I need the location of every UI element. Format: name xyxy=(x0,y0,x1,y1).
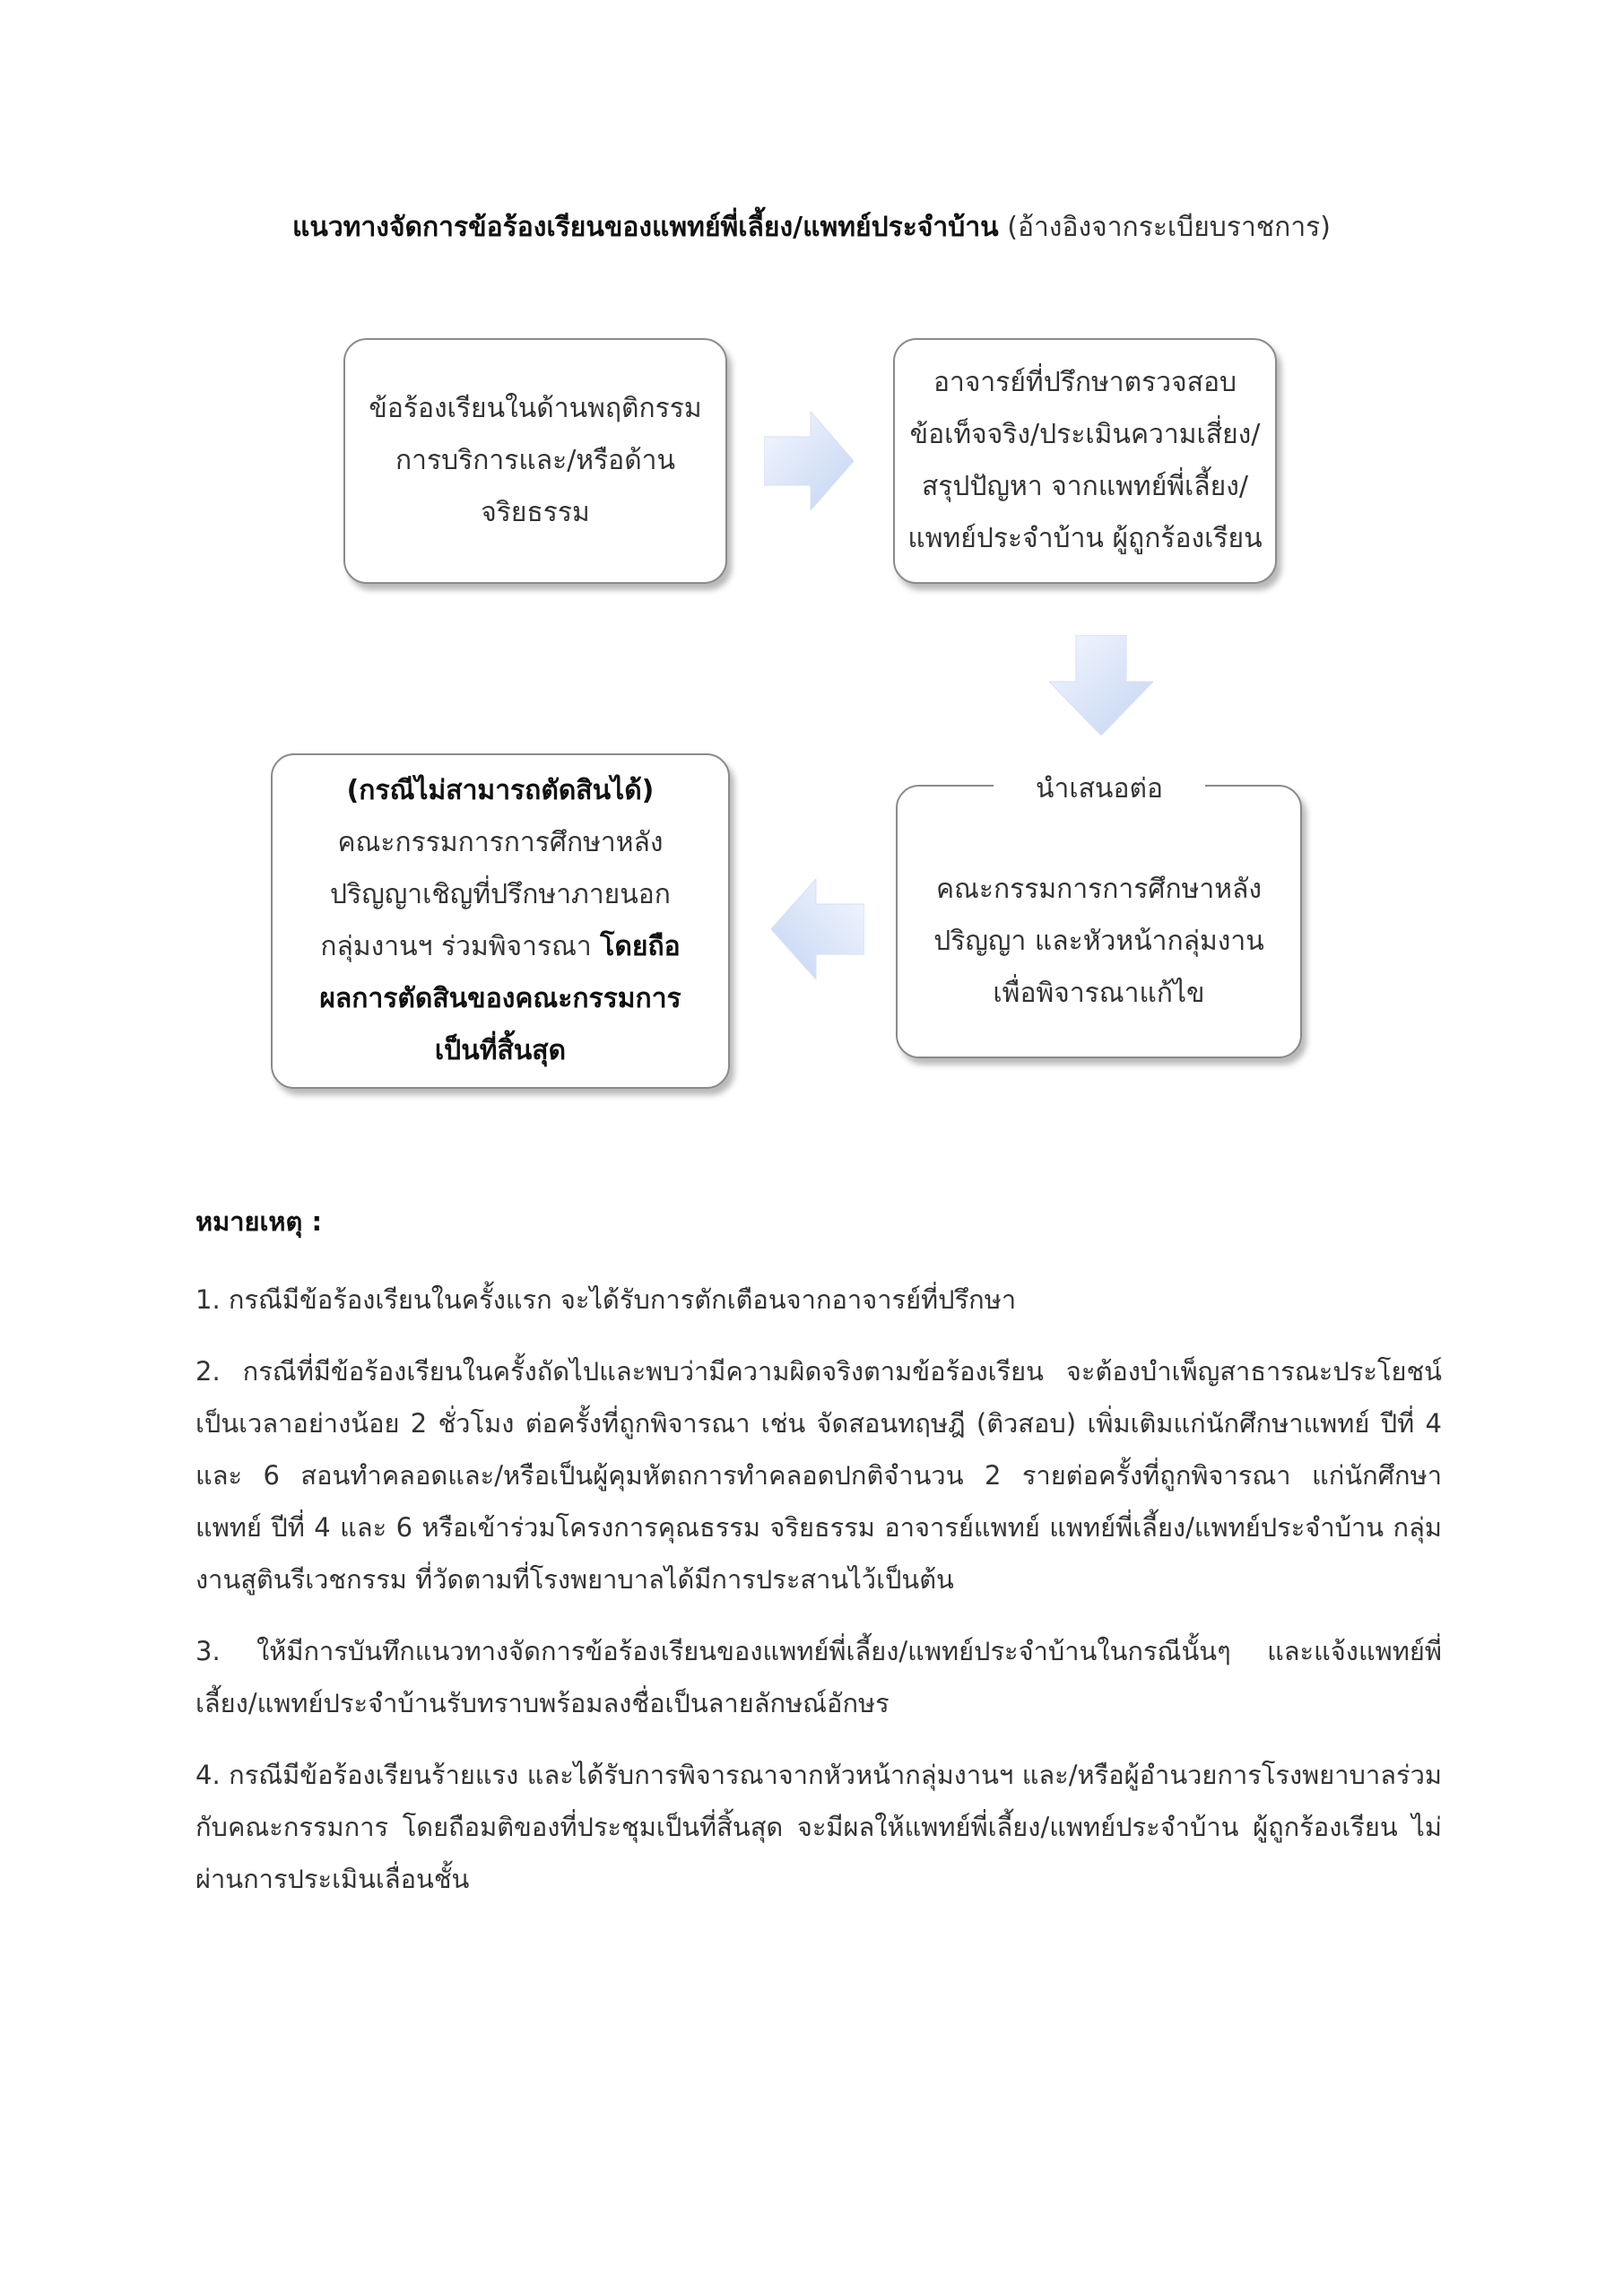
box4-line-bold: เป็นที่สิ้นสุด xyxy=(434,1035,567,1066)
document-title xyxy=(0,208,1623,248)
box3-line: เพื่อพิจารณาแก้ไข xyxy=(993,977,1205,1009)
box4-line xyxy=(320,921,680,973)
box3-label: นำเสนอต่อ xyxy=(994,767,1205,812)
flow-box-complaint xyxy=(343,338,727,584)
arrow-left-icon xyxy=(771,879,864,979)
flow-box-committee xyxy=(896,785,1302,1058)
box4-heading: (กรณีไม่สามารถตัดสินได้) xyxy=(346,775,655,806)
box1-line: ข้อร้องเรียนในด้านพฤติกรรม xyxy=(369,393,702,424)
flow-box-external-decision xyxy=(271,753,730,1089)
note-item: 3. ให้มีการบันทึกแนวทางจัดการข้อร้องเรียนของแพทย์พี่เลี้ยง/แพทย์ประจำบ้านในกรณีนั้นๆ และแจ้งแพทย์พี่เลี้ยง/แพทย์ประจำบ้านรับทราบพร้อมลงชื่อเป็นลายลักษณ์อักษร xyxy=(195,1636,1442,1718)
box1-line: การบริการและ/หรือด้าน xyxy=(395,445,676,476)
box3-line: คณะกรรมการการศึกษาหลัง xyxy=(935,873,1263,905)
box4-line: ปริญญาเชิญที่ปรึกษาภายนอก xyxy=(330,879,671,910)
flow-box-advisor-review xyxy=(893,338,1277,584)
box2-line: ข้อเท็จจริง/ประเมินความเสี่ยง/ xyxy=(909,419,1261,450)
box2-line: แพทย์ประจำบ้าน ผู้ถูกร้องเรียน xyxy=(907,523,1263,554)
note-item: 4. กรณีมีข้อร้องเรียนร้ายแรง และได้รับการพิจารณาจากหัวหน้ากลุ่มงานฯ และ/หรือผู้อำนวยการโรงพยาบาลร่วมกับคณะกรรมการ โดยถือมติของที่ประชุมเป็นที่สิ้นสุด จะมีผลให้แพทย์พี่เลี้ยง/แพทย์ประจำบ้าน ผู้ถูกร้องเรียน ไม่ผ่านการประเมินเลื่อนชั้น xyxy=(195,1760,1442,1894)
title-reference: (อ้างอิงจากระเบียบราชการ) xyxy=(1007,212,1331,243)
arrow-down-icon xyxy=(1049,635,1153,735)
note-item: 1. กรณีมีข้อร้องเรียนในครั้งแรก จะได้รับการตักเตือนจากอาจารย์ที่ปรึกษา xyxy=(195,1284,1017,1315)
box3-line: ปริญญา และหัวหน้ากลุ่มงาน xyxy=(933,925,1264,957)
arrow-right-icon xyxy=(764,412,854,510)
box1-line: จริยธรรม xyxy=(481,497,590,528)
title-main: แนวทางจัดการข้อร้องเรียนของแพทย์พี่เลี้ยง/แพทย์ประจำบ้าน xyxy=(291,212,999,243)
box2-line: อาจารย์ที่ปรึกษาตรวจสอบ xyxy=(933,367,1237,398)
note-item: 2. กรณีที่มีข้อร้องเรียนในครั้งถัดไปและพบว่ามีความผิดจริงตามข้อร้องเรียน จะต้องบำเพ็ญสาธารณะประโยชน์เป็นเวลาอย่างน้อย 2 ชั่วโมง ต่อครั้งที่ถูกพิจารณา เช่น จัดสอนทฤษฎี (ติวสอบ) เพิ่มเติมแก่นักศึกษาแพทย์ ปีที่ 4 และ 6 สอนทำคลอดและ/หรือเป็นผู้คุมหัตถการทำคลอดปกติจำนวน 2 รายต่อครั้งที่ถูกพิจารณา แก่นักศึกษาแพทย์ ปีที่ 4 และ 6 หรือเข้าร่วมโครงการคุณธรรม จริยธรรม อาจารย์แพทย์ แพทย์พี่เลี้ยง/แพทย์ประจำบ้าน กลุ่มงานสูตินรีเวชกรรม ที่วัดตามที่โรงพยาบาลได้มีการประสานไว้เป็นต้น xyxy=(195,1356,1442,1595)
box4-line-normal: กลุ่มงานฯ ร่วมพิจารณา xyxy=(320,931,601,962)
notes-heading: หมายเหตุ : xyxy=(195,1206,323,1237)
box4-line-bold: ผลการตัดสินของคณะกรรมการ xyxy=(319,983,681,1014)
box4-line-bold: โดยถือ xyxy=(600,931,681,962)
box2-line: สรุปปัญหา จากแพทย์พี่เลี้ยง/ xyxy=(921,471,1249,502)
notes-section xyxy=(195,1202,1442,1925)
box4-line: คณะกรรมการการศึกษาหลัง xyxy=(337,827,664,858)
